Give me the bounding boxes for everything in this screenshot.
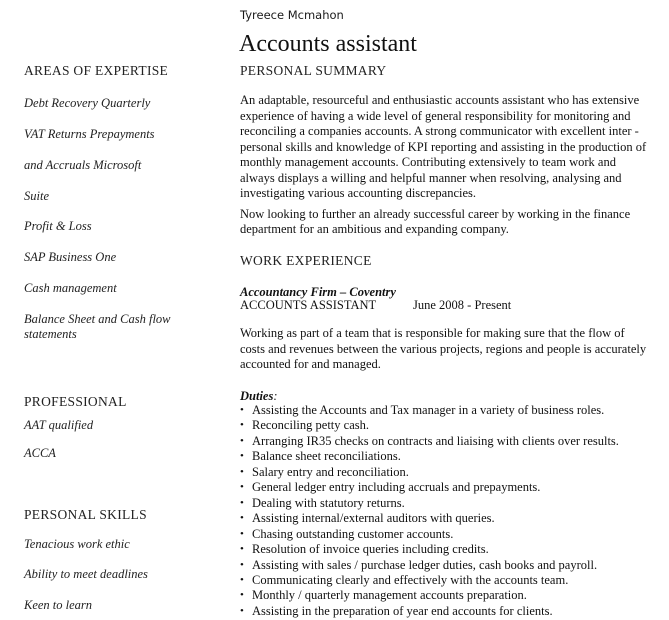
duty-item (240, 558, 619, 573)
job-role: ACCOUNTS ASSISTANT (240, 298, 377, 312)
professional-heading: PROFESSIONAL (24, 394, 127, 409)
candidate-name: Tyreece Mcmahon (240, 8, 344, 22)
summary-line: department for an ambitious and expanding company. (240, 222, 509, 236)
summary-line: Now looking to further an already successful career by working in the finance (240, 207, 631, 221)
duty-text: Salary entry and reconciliation. (252, 464, 409, 479)
expertise-item: SAP Business One (24, 250, 117, 264)
job-role-row (240, 298, 511, 313)
duty-item (240, 434, 619, 449)
employer-name: Accountancy Firm – Coventry (240, 285, 396, 299)
professional-item: AAT qualified (24, 418, 94, 432)
duty-text: Assisting in the preparation of year end accounts for clients. (252, 603, 553, 618)
job-title: Accounts assistant (239, 31, 417, 57)
work-experience-heading: WORK EXPERIENCE (240, 253, 372, 268)
bullet-icon: • (240, 481, 244, 494)
expertise-item: Balance Sheet and Cash flow (24, 312, 171, 326)
job-description-line: costs and revenues between the various projects, regions and people is accurately (240, 342, 647, 356)
duty-text: Reconciling petty cash. (252, 418, 369, 433)
duty-item (240, 465, 619, 480)
duty-item (240, 527, 619, 542)
duty-item (240, 418, 619, 433)
duty-text: Monthly / quarterly management accounts preparation. (252, 588, 527, 603)
duty-item (240, 496, 619, 511)
bullet-icon: • (240, 419, 244, 432)
duty-text: General ledger entry including accruals and prepayments. (252, 480, 541, 495)
duty-text: Dealing with statutory returns. (252, 495, 405, 510)
duty-item (240, 480, 619, 495)
summary-line: always displays a willing and helpful manner when resolving, analysing and (240, 171, 622, 185)
expertise-item-continued: statements (24, 327, 77, 341)
duty-item (240, 604, 619, 619)
duties-colon: : (273, 389, 278, 403)
summary-line: monthly management accounts. Contributing extensively to team work and (240, 155, 616, 169)
expertise-item: Suite (24, 189, 49, 203)
duties-label (240, 389, 278, 404)
job-description-line: accounted for and managed. (240, 357, 381, 371)
summary-line: experience of having a wide level of general responsibility for monitoring and (240, 109, 631, 123)
areas-of-expertise-heading: AREAS OF EXPERTISE (24, 63, 169, 78)
personal-skills-heading: PERSONAL SKILLS (24, 507, 147, 522)
bullet-icon: • (240, 465, 244, 478)
bullet-icon: • (240, 604, 244, 617)
duty-item (240, 573, 619, 588)
duty-text: Arranging IR35 checks on contracts and liaising with clients over results. (252, 433, 619, 448)
duty-item (240, 588, 619, 603)
expertise-item: Cash management (24, 281, 117, 295)
bullet-icon: • (240, 573, 244, 586)
summary-line: An adaptable, resourceful and enthusiastic accounts assistant who has extensive (240, 93, 640, 107)
bullet-icon: • (240, 404, 244, 416)
duty-text: Assisting with sales / purchase ledger duties, cash books and payroll. (252, 557, 598, 572)
skill-item: Keen to learn (24, 598, 93, 612)
professional-item: ACCA (24, 446, 56, 460)
duty-item (240, 542, 619, 557)
expertise-item: Profit & Loss (24, 219, 92, 233)
bullet-icon: • (240, 450, 244, 463)
duty-item (240, 449, 619, 464)
job-description-line: Working as part of a team that is responsible for making sure that the flow of (240, 326, 625, 340)
duty-text: Chasing outstanding customer accounts. (252, 526, 454, 541)
duty-item (240, 403, 619, 418)
bullet-icon: • (240, 527, 244, 540)
duty-text: Balance sheet reconciliations. (252, 449, 401, 464)
duty-item (240, 511, 619, 526)
skill-item: Tenacious work ethic (24, 537, 130, 551)
bullet-icon: • (240, 543, 244, 556)
duties-label-text: Duties (240, 389, 274, 403)
bullet-icon: • (240, 558, 244, 571)
duty-text: Assisting the Accounts and Tax manager in a variety of business roles. (252, 403, 605, 417)
expertise-item: VAT Returns Prepayments (24, 127, 155, 141)
duty-text: Communicating clearly and effectively with the accounts team. (252, 572, 569, 587)
bullet-icon: • (240, 434, 244, 447)
bullet-icon: • (240, 512, 244, 525)
summary-line: personal skills and knowledge of KPI reporting and assisting in the production of (240, 140, 647, 154)
job-dates: June 2008 - Present (413, 298, 512, 312)
expertise-item: and Accruals Microsoft (24, 158, 142, 172)
duty-text: Assisting internal/external auditors with queries. (252, 511, 495, 526)
skill-item: Ability to meet deadlines (24, 567, 148, 581)
duties-list (240, 403, 619, 619)
summary-line: reconciling a companies accounts. A strong communicator with excellent inter - (240, 124, 639, 138)
bullet-icon: • (240, 589, 244, 602)
expertise-item: Debt Recovery Quarterly (24, 96, 151, 110)
personal-summary-heading: PERSONAL SUMMARY (240, 63, 387, 78)
summary-line: investigating various accounting discrepancies. (240, 186, 477, 200)
duty-text: Resolution of invoice queries including credits. (252, 542, 489, 557)
bullet-icon: • (240, 496, 244, 509)
